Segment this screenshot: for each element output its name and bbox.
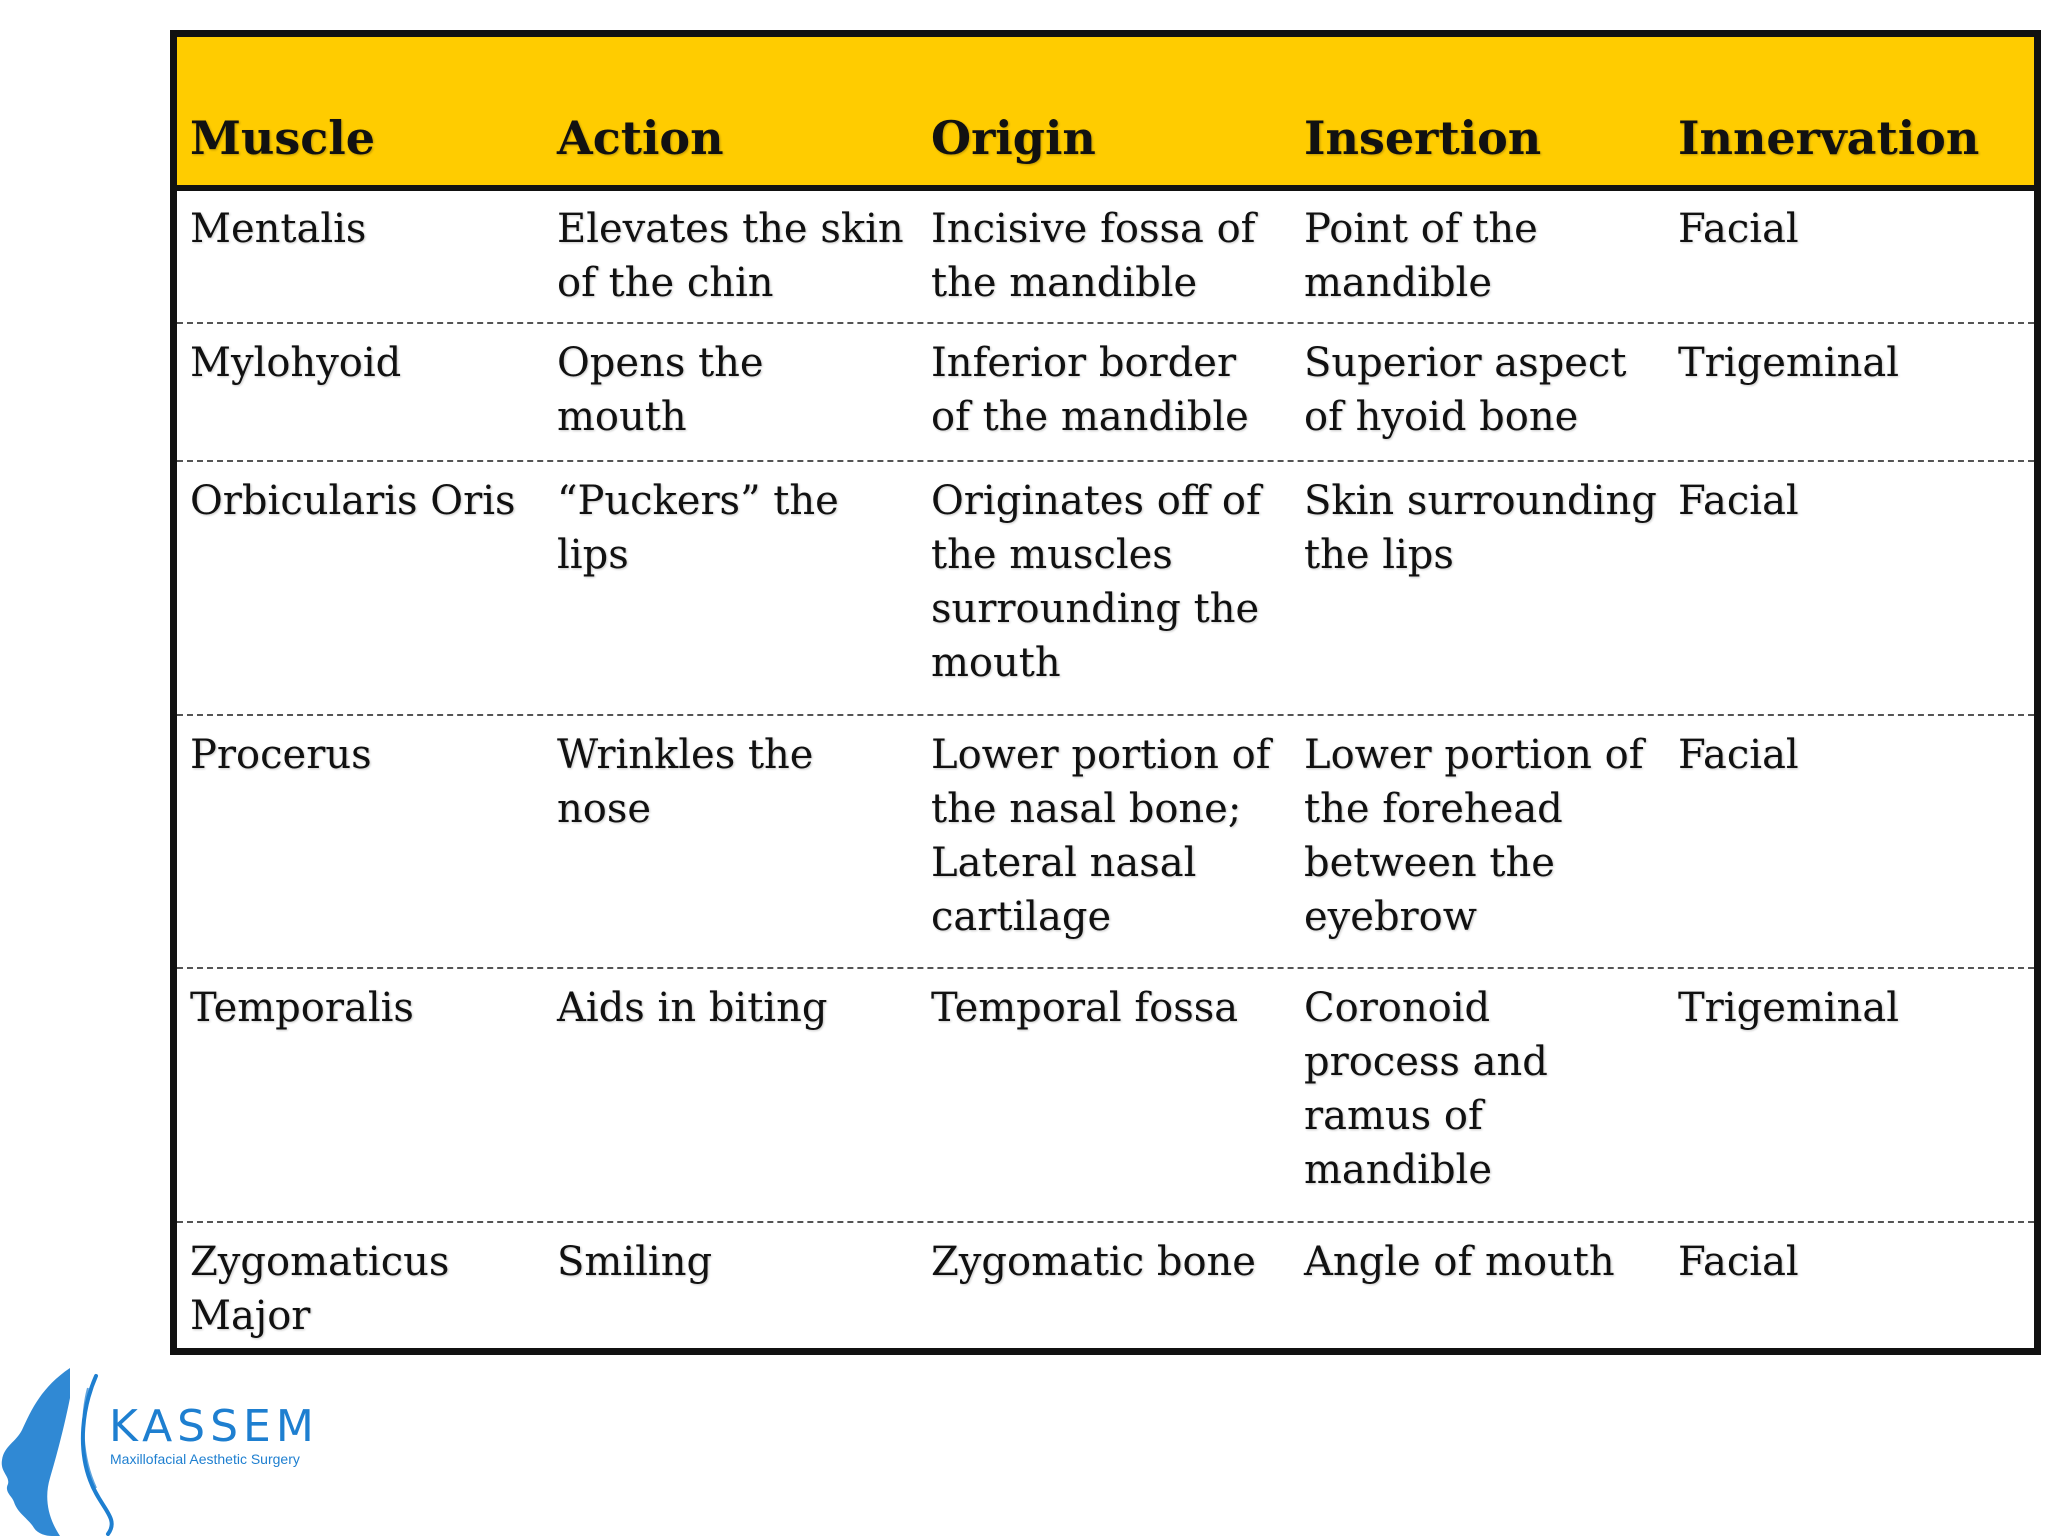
cell-line: the lips: [1304, 532, 1454, 578]
cell-line: process and: [1304, 1039, 1548, 1085]
cell-muscle: [190, 1235, 449, 1343]
cell-line: Skin surrounding: [1304, 478, 1657, 524]
table-row: [177, 969, 2034, 1223]
cell-line: Zygomatic bone: [931, 1239, 1256, 1285]
cell-origin: [931, 728, 1271, 944]
cell-muscle: [190, 981, 414, 1035]
cell-line: of the mandible: [931, 394, 1249, 440]
cell-muscle: [190, 336, 401, 390]
cell-line: of hyoid bone: [1304, 394, 1579, 440]
cell-innervation: [1678, 202, 1799, 256]
cell-line: the mandible: [931, 260, 1198, 306]
header-muscle: Muscle: [190, 111, 376, 165]
cell-line: Mentalis: [190, 206, 367, 252]
cell-insertion: [1304, 202, 1538, 310]
cell-action: [557, 728, 813, 836]
cell-action: [557, 202, 904, 310]
cell-line: Coronoid: [1304, 985, 1491, 1031]
cell-line: Wrinkles the: [557, 732, 814, 778]
cell-muscle: [190, 474, 516, 528]
cell-line: of the chin: [557, 260, 774, 306]
cell-origin: [931, 336, 1249, 444]
cell-action: [557, 336, 764, 444]
cell-action: [557, 981, 827, 1035]
cell-line: Superior aspect: [1304, 340, 1627, 386]
swoosh-icon: [83, 1376, 112, 1534]
header-insertion: Insertion: [1304, 111, 1542, 165]
cell-line: the muscles: [931, 532, 1173, 578]
cell-line: Opens the: [557, 340, 764, 386]
cell-line: the forehead: [1304, 786, 1563, 832]
cell-muscle: [190, 202, 366, 256]
table-row: [177, 716, 2034, 969]
cell-line: Temporalis: [190, 985, 414, 1031]
cell-line: Aids in biting: [557, 985, 828, 1031]
cell-innervation: [1678, 981, 1899, 1035]
cell-line: Procerus: [190, 732, 372, 778]
cell-line: mandible: [1304, 260, 1493, 306]
cell-innervation: [1678, 336, 1899, 390]
cell-line: Inferior border: [931, 340, 1237, 386]
cell-line: Lateral nasal: [931, 840, 1197, 886]
cell-line: mouth: [557, 394, 687, 440]
header-origin: Origin: [931, 111, 1096, 165]
cell-line: Facial: [1678, 478, 1799, 524]
table-row: [177, 1223, 2034, 1348]
cell-line: mouth: [931, 640, 1061, 686]
cell-line: Major: [190, 1293, 311, 1339]
cell-innervation: [1678, 728, 1799, 782]
cell-innervation: [1678, 474, 1799, 528]
cell-innervation: [1678, 1235, 1799, 1289]
cell-line: Temporal fossa: [931, 985, 1239, 1031]
cell-insertion: [1304, 474, 1657, 582]
cell-line: Smiling: [557, 1239, 713, 1285]
cell-line: Incisive fossa of: [931, 206, 1256, 252]
cell-line: between the: [1304, 840, 1555, 886]
header-innervation: Innervation: [1678, 111, 1980, 165]
cell-line: Trigeminal: [1678, 985, 1899, 1031]
cell-line: the nasal bone;: [931, 786, 1242, 832]
cell-line: lips: [557, 532, 629, 578]
cell-line: Facial: [1678, 206, 1799, 252]
cell-origin: [931, 1235, 1256, 1289]
cell-line: mandible: [1304, 1147, 1493, 1193]
cell-insertion: [1304, 728, 1644, 944]
cell-line: Zygomaticus: [190, 1239, 450, 1285]
cell-line: Lower portion of: [931, 732, 1271, 778]
cell-line: Facial: [1678, 732, 1799, 778]
header-action: Action: [557, 111, 724, 165]
cell-insertion: [1304, 336, 1626, 444]
muscle-table: [170, 30, 2041, 1355]
cell-line: surrounding the: [931, 586, 1260, 632]
cell-line: nose: [557, 786, 652, 832]
cell-line: ramus of: [1304, 1093, 1483, 1139]
cell-line: Orbicularis Oris: [190, 478, 516, 524]
table-row: [177, 462, 2034, 716]
logo-name: KASSEM: [109, 1401, 319, 1452]
cell-line: eyebrow: [1304, 894, 1477, 940]
cell-line: Originates off of: [931, 478, 1261, 524]
cell-line: Mylohyoid: [190, 340, 402, 386]
cell-origin: [931, 981, 1238, 1035]
face-profile-icon: [2, 1368, 70, 1536]
cell-origin: [931, 202, 1255, 310]
cell-line: Elevates the skin: [557, 206, 904, 252]
cell-line: Lower portion of: [1304, 732, 1644, 778]
cell-line: “Puckers” the: [557, 478, 839, 524]
cell-line: Point of the: [1304, 206, 1538, 252]
table-row: [177, 324, 2034, 462]
cell-line: Angle of mouth: [1304, 1239, 1615, 1285]
table-row: [177, 190, 2034, 324]
cell-line: Facial: [1678, 1239, 1799, 1285]
cell-muscle: [190, 728, 372, 782]
cell-line: cartilage: [931, 894, 1112, 940]
cell-action: [557, 1235, 712, 1289]
logo-tagline: Maxillofacial Aesthetic Surgery: [110, 1451, 300, 1467]
cell-insertion: [1304, 1235, 1615, 1289]
cell-line: Trigeminal: [1678, 340, 1899, 386]
table-header-row: [177, 37, 2034, 191]
cell-origin: [931, 474, 1261, 690]
cell-action: [557, 474, 839, 582]
cell-insertion: [1304, 981, 1548, 1197]
